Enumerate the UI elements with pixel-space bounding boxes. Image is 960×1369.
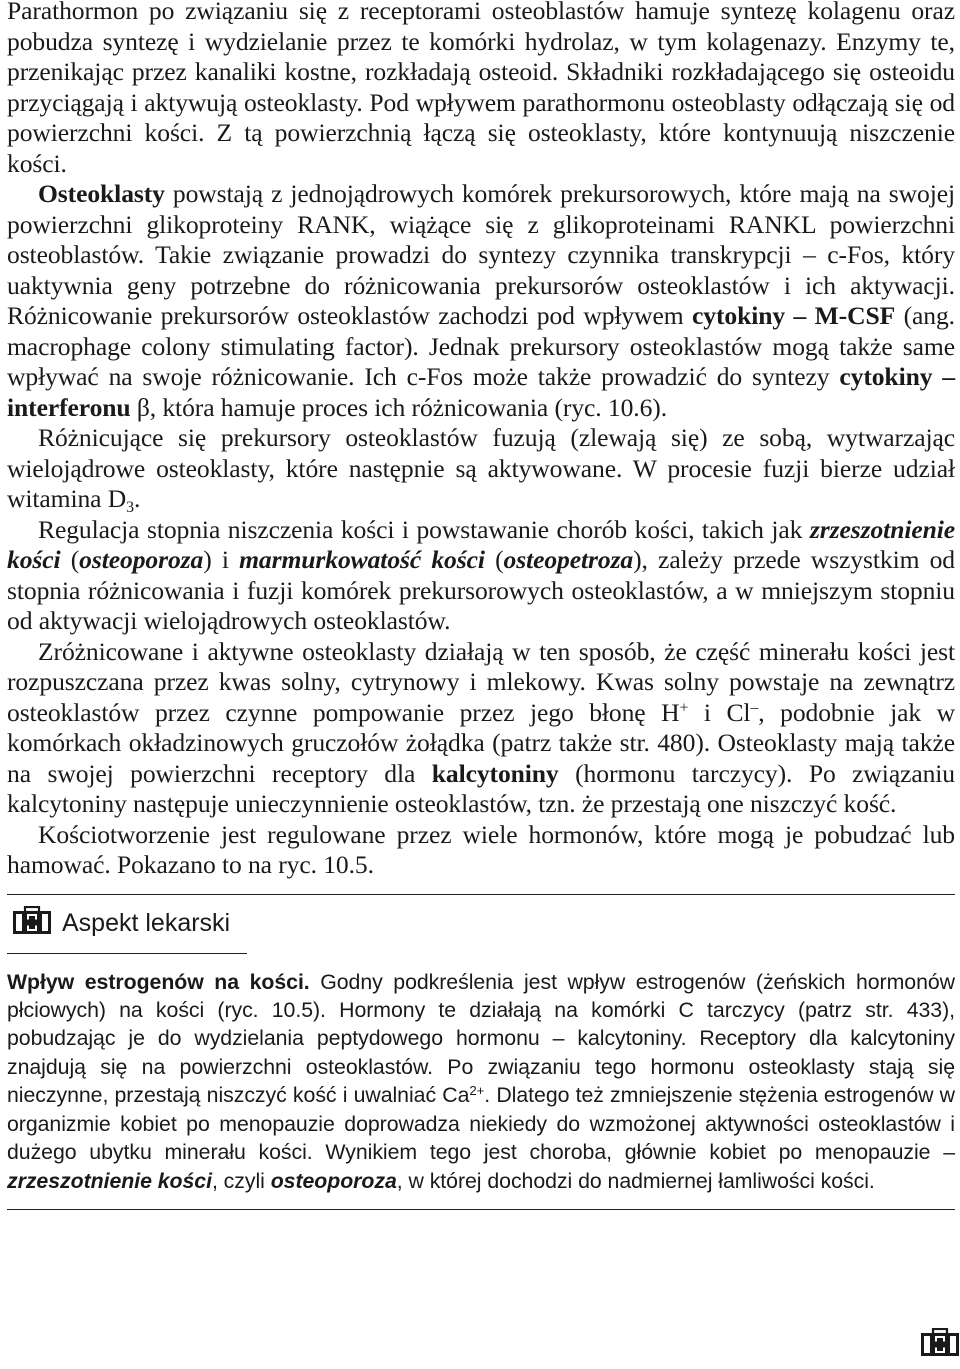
paragraph bbox=[7, 637, 955, 820]
paragraph bbox=[7, 179, 955, 423]
text-run: . Dlatego też zmniejszenie stężenia estrogenów w organizmie kobiet po menopauzie doprowadza niekiedy do wzmożonej aktywności osteoklastów i dużego ubytku minerału kości. Wynikiem tego jest choroba, głównie kobiet po menopauzie – bbox=[7, 1083, 955, 1165]
text-run: Kościotworzenie jest regulowane przez wiele hormonów, które mogą je pobudzać lub hamować. Pokazano to na ryc. 10.5. bbox=[7, 819, 955, 879]
text-run: (hormonu tarczycy). Po związaniu kalcytoniny następuje unieczynnienie osteoklastów, tzn. że przestają one niszczyć kość. bbox=[7, 758, 955, 818]
term: kalcytoniny bbox=[431, 758, 559, 788]
page bbox=[7, 0, 955, 1210]
box-bottom-rule bbox=[7, 1209, 955, 1210]
text-run: ), zależy przede wszystkim od stopnia różnicowania i fuzji komórek prekursorowych osteoklastów, a w mniejszym stopniu od aktywacji wielojądrowych osteoklastów. bbox=[7, 545, 955, 635]
aspekt-header bbox=[7, 895, 955, 953]
text-run: β, która hamuje proces ich różnicowania (ryc. 10.6). bbox=[130, 392, 668, 422]
aspekt-title: Aspekt lekarski bbox=[62, 909, 231, 937]
paragraph bbox=[7, 423, 955, 515]
text-run: Godny podkreślenia jest wpływ estrogenów (żeńskich hormonów płciowych) na kości (ryc. 10.5). Hormony te działają na komórki C tarczycy (patrz str. 433), pobudzając je do wydzielania peptydowego hormonu – kalcytoniny. Receptory dla kalcytoniny znajdują się na powierzchni osteoklastów. Po związaniu tego hormonu osteoklasty stają się nieczynne, przestają niszczyć kość i uwalniać Ca bbox=[7, 969, 955, 1108]
text-run: i Cl bbox=[688, 697, 751, 727]
box-heading: Wpływ estrogenów na kości. bbox=[7, 969, 310, 994]
term-italic: osteopetroza bbox=[503, 545, 634, 574]
medical-box bbox=[7, 968, 955, 1196]
term: cytokiny – M-CSF bbox=[692, 301, 896, 330]
text-run: Zróżnicowane i aktywne osteoklasty działają w ten sposób, że część minerału kości jest rozpuszczana przez kwas solny, cytrynowy i mlekowy. Kwas solny powstaje na zewnątrz osteoklastów przez czynne pompowanie przez jego błonę H bbox=[7, 636, 955, 727]
paragraph bbox=[7, 0, 955, 179]
superscript: 2+ bbox=[469, 1083, 485, 1099]
term-italic: marmurkowatość kości bbox=[239, 545, 485, 574]
text-run: ) i bbox=[203, 545, 240, 574]
text-run: , w której dochodzi do nadmiernej łamliwości kości. bbox=[396, 1168, 875, 1193]
text-run: Parathormon po związaniu się z receptorami osteoblastów hamuje syntezę kolagenu oraz pobudza syntezę i wydzielanie przez te komórki hydrolaz, w tym kolagenazy. Enzymy te, przenikając przez kanaliki kostne, rozkładają osteoid. Składniki rozkładającego się osteoidu przyciągają i aktywują osteoklasty. Pod wpływem parathormonu osteoblasty odłączają się od powierzchni kości. Z tą powierzchnią łączą się osteoklasty, które kontynuują niszczenie kości. bbox=[7, 0, 955, 178]
aspekt-underline bbox=[7, 953, 247, 954]
text-run: ( bbox=[60, 545, 80, 574]
superscript: + bbox=[679, 698, 689, 716]
medical-kit-icon bbox=[920, 1328, 960, 1363]
text-run: powstają z jednojądrowych komórek prekursorowych, które mają na swojej powierzchni glikoproteiny RANK, wiążące się z glikoproteinami RANKL powierzchni osteoblastów. Takie związanie prowadzi do syntezy czynnika transkrypcji – c-Fos, który uaktywnia geny potrzebne do różnicowania prekursorów osteoklastów i ich aktywacji. Różnicowanie prekursorów osteoklastów zachodzi pod wpływem bbox=[7, 179, 955, 330]
text-run: . bbox=[133, 484, 141, 513]
paragraph bbox=[7, 515, 955, 637]
subscript: 3 bbox=[126, 498, 134, 516]
text-run: (ang. macrophage colony stimulating factor). Jednak prekursory osteoklastów mogą także same wpływać na swoje różnicowanie. Ich c-Fos może także prowadzić do syntezy bbox=[7, 301, 955, 391]
text-run: , czyli bbox=[211, 1168, 271, 1193]
term: Osteoklasty bbox=[38, 179, 165, 208]
term-italic: osteoporoza bbox=[79, 545, 204, 574]
text-run: ( bbox=[484, 545, 504, 574]
box-paragraph bbox=[7, 968, 955, 1196]
term-italic: zrzeszotnienie kości bbox=[7, 1168, 212, 1193]
text-run: Różnicujące się prekursory osteoklastów fuzują (zlewają się) ze sobą, wytwarzając wielojądrowe osteoklasty, które następnie są aktywowane. W procesie fuzji bierze udział witamina D bbox=[7, 423, 955, 513]
term-italic: osteoporoza bbox=[270, 1168, 397, 1193]
medical-kit-icon bbox=[12, 906, 52, 941]
term-italic: zrzeszotnienie kości bbox=[7, 514, 955, 574]
term: cytokiny – interferonu bbox=[7, 362, 955, 422]
main-text bbox=[7, 0, 955, 881]
paragraph bbox=[7, 820, 955, 881]
text-run: Regulacja stopnia niszczenia kości i powstawanie chorób kości, takich jak bbox=[38, 514, 810, 544]
superscript: – bbox=[750, 698, 759, 716]
text-run: , podobnie jak w komórkach okładzinowych gruczołów żołądka (patrz także str. 480). Osteoklasty mają także na swojej powierzchni receptory dla bbox=[7, 697, 955, 788]
